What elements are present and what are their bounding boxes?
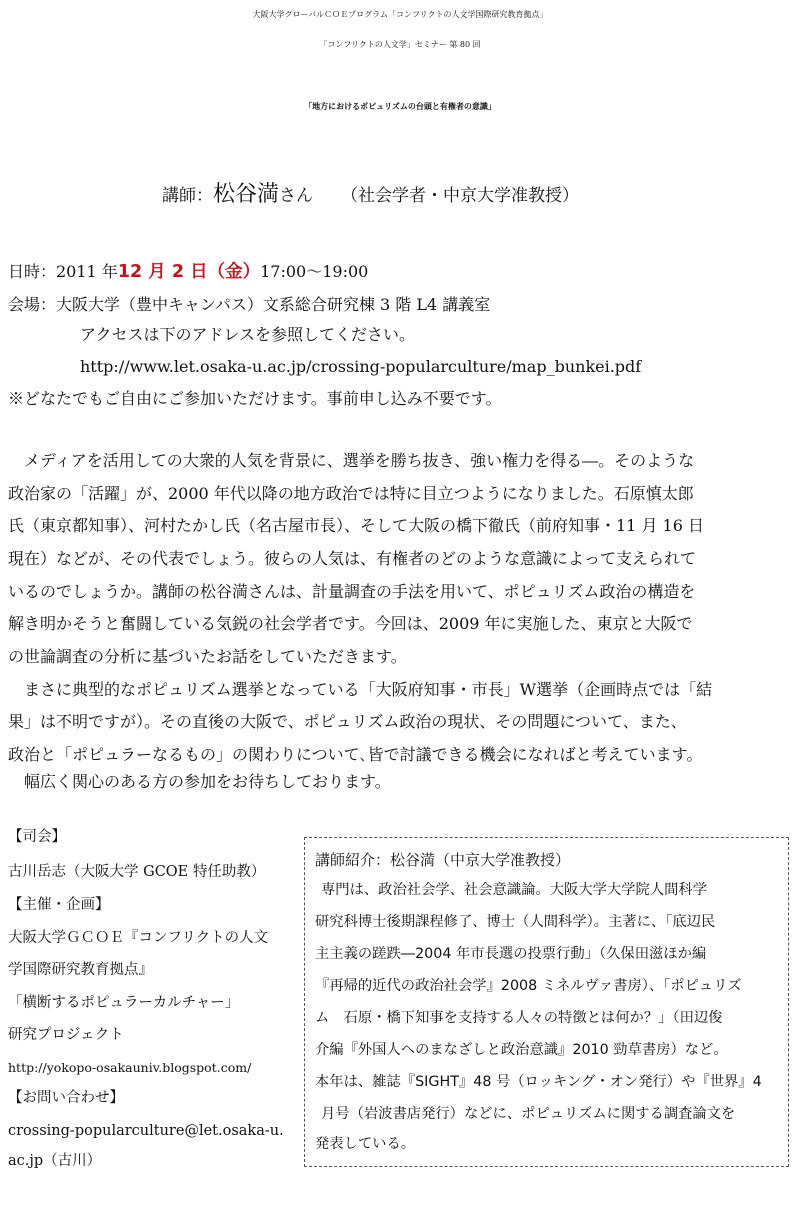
profile-line: 主主義の蹉跌―2004 年市長選の投票行動」（久保田滋ほか編	[315, 946, 707, 962]
body-paragraph-1-line: 現在）などが、その代表でしょう。彼らの人気は、有権者のどのような意識によって支えられて	[8, 549, 697, 568]
profile-line: 研究科博士後期課程修了、博士（人間科学）。主著に、「底辺民	[315, 914, 716, 930]
body-paragraph-3: 幅広く関心のある方の参加をお待ちしております。	[24, 772, 391, 791]
organizer-line: 「横断するポピュラーカルチャー」	[8, 995, 240, 1011]
contact-email-link[interactable]: crossing-popularculture@let.osaka-u.	[8, 1123, 284, 1139]
body-paragraph-1-line: いるのでしょうか。講師の松谷満さんは、計量調査の手法を用いて、ポピュリズム政治の構造を	[8, 582, 696, 601]
speaker-name: 松谷満	[213, 182, 280, 207]
organizer-line: 学国際研究教育拠点』	[8, 962, 153, 978]
body-paragraph-1-line: 政治家の「活躍」が、2000 年代以降の地方政治では特に目立つようになりました。石原慎太郎	[8, 484, 694, 503]
profile-line: 本年は、雑誌『SIGHT』48 号（ロッキング・オン発行）や『世界』4	[315, 1074, 762, 1090]
speaker-line	[162, 182, 579, 208]
speaker-honorific: さん	[279, 186, 314, 206]
profile-line: 専門は、政治社会学、社会意識論。大阪大学大学院人間科学	[321, 882, 708, 898]
profile-line: 『再帰的近代の政治社会学』2008 ミネルヴァ書房）、「ポピュリズ	[315, 978, 742, 994]
contact-email-continued: ac.jp（古川）	[8, 1153, 102, 1169]
speaker-label: 講師：	[162, 186, 213, 206]
profile-line: ム 石原・橋下知事を支持する人々の特徴とは何か？」（田辺俊	[315, 1010, 723, 1026]
profile-line: 発表している。	[315, 1136, 416, 1152]
profile-line: 月号（岩波書店発行）などに、ポピュリズムに関する調査論文を	[321, 1106, 736, 1122]
speaker-affiliation: （社会学者・中京大学准教授）	[341, 186, 580, 206]
body-paragraph-2-line: 政治と「ポピュラーなるもの」の関わりについて､皆で討議できる機会になればと考えています。	[8, 745, 703, 764]
access-note: アクセスは下のアドレスを参照してください。	[80, 325, 416, 344]
organizer-line: 研究プロジェクト	[8, 1027, 124, 1043]
speaker-profile-box	[304, 837, 789, 1167]
body-paragraph-1-line: の世論調査の分析に基づいたお話をしていただきます。	[8, 647, 407, 666]
event-title: 「地方におけるポピュリズムの台頭と有権者の意識」	[304, 102, 496, 111]
organizer-line: 大阪大学ＧＣＯＥ『コンフリクトの人文	[8, 930, 269, 946]
date-highlight: 12 月 2 日（金）	[117, 262, 261, 282]
body-paragraph-1-line: 氏（東京都知事）、河村たかし氏（名古屋市長）、そして大阪の橋下徹氏（前府知事・11 月 16 日	[8, 516, 704, 535]
moderator-heading: 【司会】	[8, 829, 66, 845]
event-date	[8, 262, 368, 283]
date-label: 日時：2011 年	[8, 262, 118, 281]
organizer-heading: 【主催・企画】	[8, 897, 110, 913]
moderator-name: 古川岳志（大阪大学 GCOE 特任助教）	[8, 864, 266, 880]
map-url-link[interactable]: http://www.let.osaka-u.ac.jp/crossing-popularculture/map_bunkei.pdf	[80, 357, 642, 376]
body-paragraph-1-line: 解き明かそうと奮闘している気鋭の社会学者です。今回は、2009 年に実施した、東京と大阪で	[8, 614, 693, 633]
header-line-1: 大阪大学グローバルＣＯＥプログラム「コンフリクトの人文学国際研究教育拠点」	[252, 10, 548, 19]
profile-heading: 講師紹介：松谷満（中京大学准教授）	[315, 851, 571, 869]
blog-url-link[interactable]: http://yokopo-osakauniv.blogspot.com/	[8, 1060, 252, 1075]
header-line-2: 「コンフリクトの人文学」セミナー 第 80 回	[319, 40, 481, 49]
profile-line: 介編『外国人へのまなざしと政治意識』2010 勁草書房）など。	[315, 1042, 728, 1058]
event-time: 17:00～19:00	[260, 262, 369, 281]
body-paragraph-2-line: 果」は不明ですが）。その直後の大阪で、ポピュリズム政治の現状、その問題について、また、	[8, 712, 687, 731]
body-paragraph-1-line: メディアを活用しての大衆的人気を背景に、選挙を勝ち抜き、強い権力を得る―。そのような	[24, 451, 695, 470]
participation-note: ※どなたでもご自由にご参加いただけます。事前申し込み不要です。	[8, 389, 502, 408]
contact-heading: 【お問い合わせ】	[8, 1090, 124, 1106]
event-venue: 会場：大阪大学（豊中キャンパス）文系総合研究棟 3 階 L4 講義室	[8, 295, 491, 314]
body-paragraph-2-line: まさに典型的なポピュリズム選挙となっている「大阪府知事・市長」W選挙（企画時点では「結	[24, 680, 713, 699]
